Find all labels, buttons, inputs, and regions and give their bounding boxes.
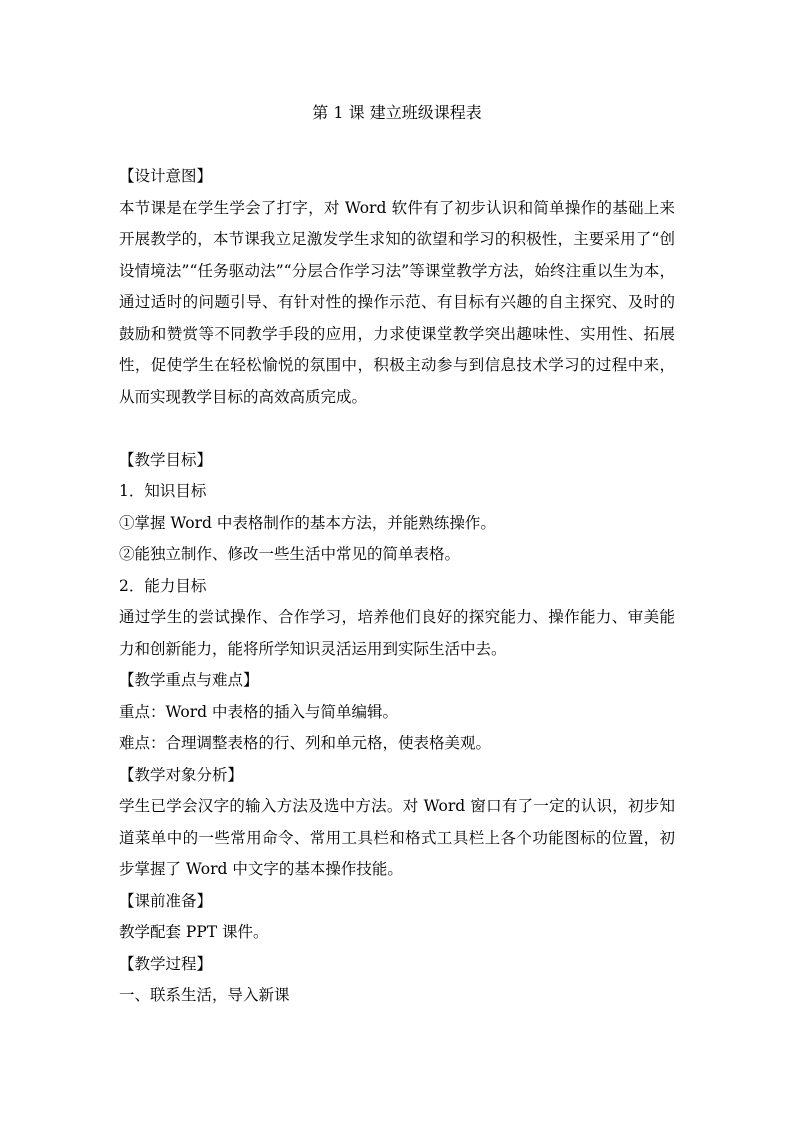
objectives-heading: 【教学目标】 [119, 450, 213, 469]
design-intent-heading: 【设计意图】 [119, 167, 213, 185]
key-point-text: 重点：Word 中表格的插入与简单编辑。 [119, 702, 398, 721]
ability-objective-paragraph: 通过学生的尝试操作、合作学习，培养他们良好的探究能力、操作能力、审美能力和创新能力，能将所学知识灵活运用到实际生活中去。 [119, 608, 675, 658]
knowledge-objective-item-2: ②能独立制作、修改一些生活中常见的简单表格。 [119, 545, 461, 563]
paragraph-spacer [119, 413, 675, 445]
document-body [119, 98, 675, 1012]
difficult-point-text: 难点：合理调整表格的行、列和单元格，使表格美观。 [119, 734, 492, 752]
audience-analysis-paragraph: 学生已学会汉字的输入方法及选中方法。对 Word 窗口有了一定的认识，初步知道菜单中的一些常用命令、常用工具栏和格式工具栏上各个功能图标的位置，初步掌握了 Word 中文字的基本操作技能。 [119, 797, 675, 878]
key-points-heading: 【教学重点与难点】 [119, 671, 259, 689]
design-intent-paragraph: 本节课是在学生学会了打字，对 Word 软件有了初步认识和简单操作的基础上来开展教学的，本节课我立足激发学生求知的欲望和学习的积极性，主要采用了“创设情境法”“任务驱动法”“分层合作学习法”等课堂教学方法，始终注重以生为本，通过适时的问题引导、有针对性的操作示范、有目标有兴趣的自主探究、及时的鼓励和赞赏等不同教学手段的应用，力求使课堂教学突出趣味性、实用性、拓展性，促使学生在轻松愉悦的氛围中，积极主动参与到信息技术学习的过程中来，从而实现教学目标的高效高质完成。 [119, 198, 675, 406]
ability-objective-heading: 2．能力目标 [119, 576, 207, 595]
teaching-process-step-1: 一、联系生活，导入新课 [119, 986, 290, 1004]
lesson-title: 第 1 课 建立班级课程表 [312, 103, 482, 122]
knowledge-objective-item-1: ①掌握 Word 中表格制作的基本方法，并能熟练操作。 [119, 513, 496, 532]
preparation-heading: 【课前准备】 [119, 891, 213, 910]
preparation-text: 教学配套 PPT 课件。 [119, 923, 269, 941]
knowledge-objective-heading: 1．知识目标 [119, 482, 207, 500]
teaching-process-heading: 【教学过程】 [119, 954, 213, 973]
audience-analysis-heading: 【教学对象分析】 [119, 765, 244, 784]
